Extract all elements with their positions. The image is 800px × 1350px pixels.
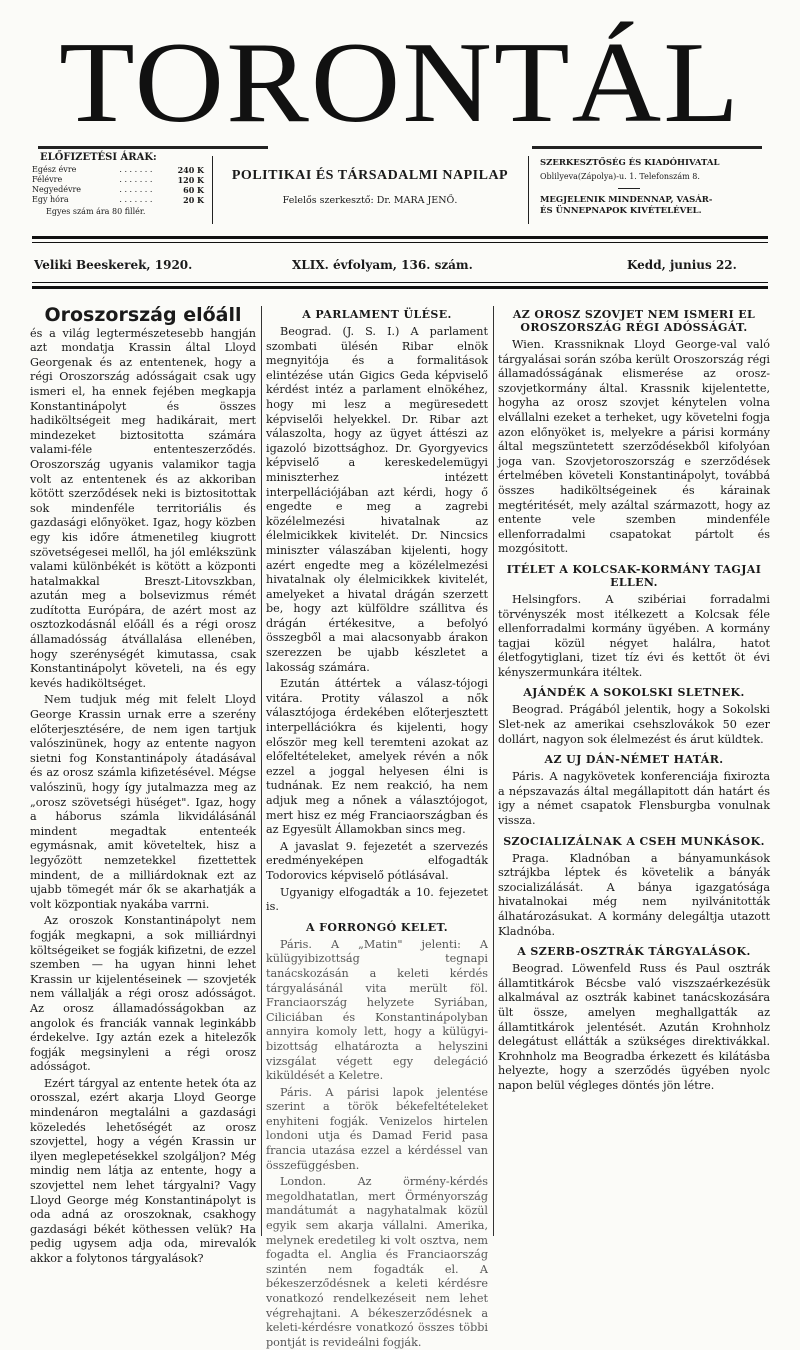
office-line-1: SZERKESZTŐSÉG ÉS KIADÓHIVATAL	[540, 158, 720, 168]
news-paragraph: Beograd. Prágából jelentik, hogy a Sokolski Slet-nek az amerikai csehszlovákok 50 ezer dollárt, nagyon sok élelmezést és árut küldtek.	[498, 703, 770, 746]
single-copy-price: Egyes szám ára 80 fillér.	[46, 207, 146, 216]
news-paragraph: Páris. A „Matin" jelenti: A külügyibizottság tegnapi tanácskozásán a keleti kérdés tárgyalásánál vita merült föl. Franciaország helyzete Syriában, Ciliciában és Konstantinápolyban annyira komoly lett, hogy a külügyi-bizottság elhatározta a helyszini vizsgálat végett egy delegáció kiküldését a Keletre.	[266, 937, 488, 1083]
news-paragraph: A javaslat 9. fejezetét a szervezés eredményeképen elfogadták Todorovics képviselő pótlásával.	[266, 839, 488, 882]
dateline-rule-thin	[32, 282, 768, 283]
section-heading: A PARLAMENT ÜLÉSE.	[302, 308, 452, 321]
section-heading: SZOCIALIZÁLNAK A CSEH MUNKÁSOK.	[503, 834, 765, 848]
news-paragraph: Beograd. Löwenfeld Russ és Paul osztrák államtitkárok Bécsbe való viszszaérkezésük alkalmával az osztrák kabinet tanácskozására ült össze, amelyen meghallgatták az államtitkárok jelentését. Azután Krohnholz delegátust ellátták a szükséges direktivákkal. Krohnholz ma Beogradba érkezett és kilátásba helyezte, hogy a szerződés ügyében nyolc napon belül végleges döntés jön létre.	[498, 962, 770, 1092]
section-heading: A SZERB-OSZTRÁK TÁRGYALÁSOK.	[517, 945, 751, 959]
column-leading-article	[30, 304, 256, 1265]
column-divider-1	[261, 306, 262, 1236]
masthead-rule-left	[38, 146, 268, 149]
header-rule-thin	[32, 242, 768, 243]
article-paragraph: Ezért tárgyal az entente hetek óta az orosszal, ezért akarja Lloyd George mindenáron megtalálni a gazdasági közeledés lehetőségét az orosz szovjettel, hogy a végén Krassin ur ilyen meglepetésekkel szolgáljon? Még mindig nem látja az entente, hogy a szovjettel nem lehet tárgyalni? Vagy Lloyd George még Konstantinápolyt is oda adná az oroszoknak, csakhogy gazdasági békét köthessen velük? Ha pedig ugysem adja oda, mirevalók akkor a folytonos tárgyalások?	[30, 1076, 256, 1265]
office-line-4: ÉS ÜNNEPNAPOK KIVÉTELÉVEL.	[540, 206, 702, 216]
dateline-rule-thick	[32, 286, 768, 289]
price-row: Egész évre . . . . . . . 240 K	[32, 165, 204, 175]
article-paragraph: Az oroszok Konstantinápolyt nem fogják megkapni, a sok milliárdnyi költségeiket se fogják kifizetni, de ezzel szemben — ha ugyan hinni lehet Krassin ur kijelentéseinek — szovjeték nem vállalják a régi orosz adósságot. Az orosz államadósságokban az angolok és franciák vannak leginkább érdekelve. Igy aztán ezek a hitelezők fogják megsinyleni a régi orosz adósságot.	[30, 914, 256, 1074]
dateline-volume: XLIX. évfolyam, 136. szám.	[292, 258, 473, 272]
center-box	[214, 170, 526, 206]
news-paragraph: London. Az örmény-kérdés megoldhatatlan, mert Örményország mandátumát a nagyhatalmak közül egyik sem akarja vállalni. Amerika, melynek eredetileg ki volt osztva, nem fogadta el. Anglia és Franciaország szintén nem fogadták el. A békeszerződésnek a keleti kérdésre vonatkozó rendelkezéseit nem lehet végrehajtani. A békeszerződésnek a keleti-kérdésre vonatkozó összes többi pontját is revideálni fogják.	[266, 1175, 488, 1349]
office-line-3: MEGJELENIK MINDENNAP, VASÁR-	[540, 195, 713, 205]
section-heading: AJÁNDÉK A SOKOLSKI SLETNEK.	[523, 686, 745, 700]
news-paragraph: Beograd. (J. S. I.) A parlament szombati ülésén Ribar elnök megnyitója és a formalitások elintézése után Gigics Geda képviselő kérdést intéz a parlament elnökéhez, hogy mi lesz a megüresedett képviselői helyekkel. Dr. Ribar azt válaszolta, hogy az ügyet áttészi az igazoló bizottsághoz. Dr. Gyorgyevics képviselő a kereskedelemügyi miniszterhez intézett interpellációjában azt kérdi, hogy ő engedte e meg a zagrebi közélelmezési hivatalnak az élelmicikkek kivitelét. Dr. Nincsics miniszter válaszában kijelenti, hogy azért engedte meg a közélelmezési hivatalnak oly élelmicikkek kivitelét, amelyeket a hivatal drágán szerzett be, hogy azt külföldre szállitva és drágán értékesitve, a befolyó összegből a mai alacsonyabb árakon szerezzen be ujabb készletet a lakosság számára.	[266, 325, 488, 674]
dateline-day: Kedd, junius 22.	[627, 258, 737, 272]
subscription-heading: ELŐFIZETÉSI ÁRAK:	[40, 152, 157, 163]
column-news-1	[266, 308, 488, 1349]
office-line-2: Oblilyeva(Zápolya)-u. 1. Telefonszám 8.	[540, 172, 700, 181]
article-paragraph: és a világ legtermészetesebb hangján azt mondatja Krassin által Lloyd Georgenak és az ententenek, hogy a régi Oroszország adósságait csak ugy ismeri el, ha ennek fejében megkapja Konstantinápolyt és összes hadiköltségeit meg hadikárait, mert mindezeket biztositotta számára valami-féle ententeszerződés. Oroszország ugyanis valamikor tagja volt az ententenek és az akkoriban kötött szerződések neki is biztositottak sok mindenféle territoriális és gazdasági előnyöket. Igaz, hogy közben egy kis időre átmenetileg kiugrott szövetségesei mellől, ha jól emlékszünk valami különbékét is kötött a központi hatalmakkal Breszt-Litovszkban, azután meg a bolsevizmus rémét zudította Európára, de azért most az osztozkodásnál előáll és a régi orosz államadósság átvállalása ellenében, hogy szerénységét kimutassa, csak Konstantinápolyt követeli, na és egy kevés hadiköltséget.	[30, 326, 256, 690]
section-heading: ITÉLET A KOLCSAK-KORMÁNY TAGJAI ELLEN.	[506, 562, 762, 589]
section-heading: A FORRONGÓ KELET.	[306, 920, 448, 934]
news-paragraph: Páris. A párisi lapok jelentése szerint a török békefeltételeket enyhiteni fogják. Venizelos hirtelen londoni utja és Damad Ferid pasa francia utazása ezzel a kérdéssel van összefüggésben.	[266, 1085, 488, 1172]
price-table	[32, 165, 204, 205]
news-paragraph: Wien. Krassniknak Lloyd George-val való tárgyalásai során szóba került Oroszország régi államadósságának elismerése az orosz-szovjetkormány által. Krassnik kijelentette, hogyha az orosz szovjet kénytelen volna elvállalni ezeket a terheket, ugy követelni fogja azon előnyöket is, melyekre a párisi kormány által megszüntetett szerződésekből kifolyóan joga van. Szovjetoroszország e szerződések értelmében követeli Konstantinápolyt, továbbá összes hadiköltségeinek és kárainak megtéritését, mely azáltal származott, hogy az entente vele szemben mindenféle ellenforradalmi csapatokat pártolt és mozgósitott.	[498, 338, 770, 556]
dateline-place: Veliki Beeskerek, 1920.	[34, 258, 193, 272]
news-paragraph: Ugyanigy elfogadták a 10. fejezetet is.	[266, 885, 488, 914]
office-dash	[618, 188, 640, 189]
article-paragraph: Nem tudjuk még mit felelt Lloyd George Krassin urnak erre a szerény előterjesztésére, de nem igen tartjuk valószinünek, hogy az entente nagyon sietni fog Konstantinápoly átadásával és az orosz számla kifizetésével. Mégse valószinü, hogy így jutalmazza meg az „orosz szövetségi hüséget". Igaz, hogy a háborus számla likvidálásánál mindent megadtak ententeék egymásnak, amit követeltek, hisz a legyőzött nemzetekkel fizettettek mindent, de a milliárdoknak ezt az ujabb tömegét már ők se akarhatják a volt központiak nyakába varrni.	[30, 693, 256, 911]
column-divider-2	[493, 306, 494, 1236]
price-row: Félévre . . . . . . . 120 K	[32, 175, 204, 185]
masthead-rule-right	[532, 146, 762, 149]
editor-line: Felelős szerkesztő: Dr. MARA JENŐ.	[282, 195, 458, 206]
header-divider-left	[212, 156, 213, 224]
news-paragraph: Praga. Kladnóban a bányamunkások sztrájkba léptek és követelik a bányák szocializálását. A bánya igazgatósága hivatalnokai még nem nyilvánitották álhatározásukat. A kormány delegáltja utazott Kladnóba.	[498, 851, 770, 938]
news-paragraph: Ezután áttértek a válasz-tójogi vitára. Protity válaszol a nők választójoga érdekében előterjesztett interpellációkra és kijelenti, hogy először meg kell teremteni azokat az előfeltételeket, amelyek révén a nők ezzel a joggal helyesen élni is tudnának. Ez nem reakció, ha nem adjuk meg a nőnek a választójogot, mert hisz ez még Franciaországban és az Egyesült Államokban sincs meg.	[266, 677, 488, 837]
header-rule-top	[32, 236, 768, 239]
subscription-box	[32, 152, 212, 217]
article-headline: Oroszország előáll	[44, 304, 242, 326]
masthead-title: TORONTÁL	[59, 18, 741, 147]
news-paragraph: Helsingfors. A szibériai forradalmi törvényszék most itélkezett a Kolcsak féle ellenforradalmi kormány ügyében. A kormány tagjai közül négyet halálra, hatot életfogytiglani, tizet tíz évi és kettőt öt évi kényszermunkára itéltek.	[498, 592, 770, 679]
price-row: Negyedévre . . . . . . . 60 K	[32, 185, 204, 195]
office-box	[540, 158, 770, 217]
column-news-2	[498, 308, 770, 1238]
section-heading: AZ OROSZ SZOVJET NEM ISMERI EL OROSZORSZÁG RÉGI ADÓSSÁGÁT.	[512, 308, 756, 334]
paper-subtitle: POLITIKAI ÉS TÁRSADALMI NAPILAP	[231, 168, 509, 183]
news-paragraph: Páris. A nagykövetek konferenciája fixirozta a népszavazás által megállapitott dán határt és igy a német csapatok Flensburgba vonulnak vissza.	[498, 770, 770, 828]
section-heading: AZ UJ DÁN-NÉMET HATÁR.	[544, 753, 724, 767]
header-divider-right	[528, 156, 529, 224]
price-row: Egy hóra . . . . . . . 20 K	[32, 195, 204, 205]
